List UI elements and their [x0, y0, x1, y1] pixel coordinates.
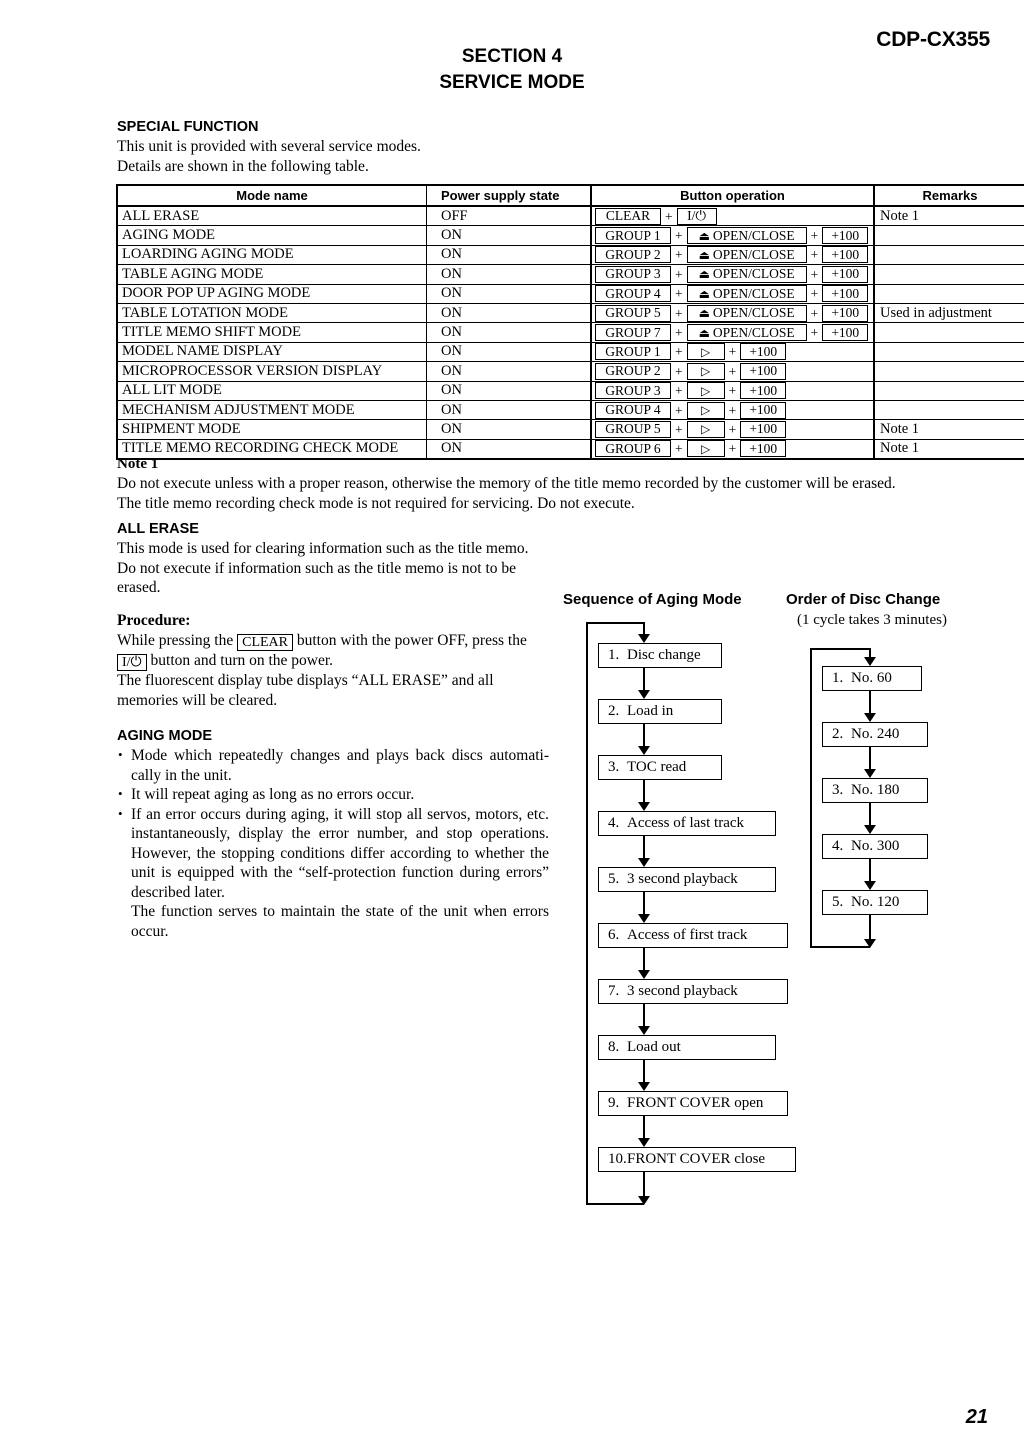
order-step-label: No. 180	[851, 782, 900, 798]
table-row	[117, 206, 1024, 226]
sequence-step-box	[598, 867, 776, 892]
note-1-line-2: The title memo recording check mode is not required for servicing. Do not execute.	[117, 494, 635, 512]
sequence-chart-title: Sequence of Aging Mode	[563, 591, 742, 608]
open-close-key-icon: ⏏ OPEN/CLOSE	[687, 324, 807, 341]
key-100: +100	[740, 343, 786, 360]
sequence-connector-arrow	[638, 970, 650, 979]
sequence-step-box	[598, 1147, 796, 1172]
key-group-6: GROUP 6	[595, 440, 671, 457]
order-step-label: No. 240	[851, 726, 900, 742]
sequence-loop-left	[586, 622, 588, 1205]
cell-remarks	[874, 400, 1024, 419]
sequence-step-label: Access of last track	[627, 815, 745, 831]
procedure-text-1: While pressing the	[117, 632, 234, 649]
sequence-step-number: 6.	[608, 927, 620, 943]
cell-power-state: ON	[427, 323, 592, 342]
play-triangle-icon: ▷	[701, 344, 711, 359]
sequence-loop-bottom	[586, 1203, 644, 1205]
eject-icon: ⏏	[698, 267, 710, 282]
plus-separator: +	[810, 325, 819, 341]
cell-remarks	[874, 226, 1024, 245]
cell-mode-name: TITLE MEMO SHIFT MODE	[117, 323, 427, 342]
plus-separator: +	[675, 247, 683, 263]
cell-mode-name: TABLE LOTATION MODE	[117, 303, 427, 322]
procedure-line-4: memories will be cleared.	[117, 691, 278, 709]
procedure-text-3: button and turn on the power.	[150, 652, 334, 669]
aging-mode-bullet-list	[117, 746, 549, 941]
cell-mode-name: MODEL NAME DISPLAY	[117, 342, 427, 361]
plus-separator: +	[675, 286, 683, 302]
key-100: +100	[822, 285, 868, 302]
sequence-connector-arrow	[638, 1026, 650, 1035]
order-step-number: 1.	[832, 670, 844, 686]
play-key-icon	[687, 363, 725, 380]
sequence-step-box	[598, 1091, 788, 1116]
key-group-2: GROUP 2	[595, 363, 671, 380]
all-erase-line-1: This mode is used for clearing information such as the title memo.	[117, 540, 529, 557]
order-loop-left	[810, 648, 812, 948]
special-function-heading: SPECIAL FUNCTION	[117, 119, 259, 135]
sequence-connector-arrow	[638, 802, 650, 811]
cell-mode-name: MICROPROCESSOR VERSION DISPLAY	[117, 362, 427, 381]
key-100: +100	[740, 440, 786, 457]
sequence-step-number: 5.	[608, 871, 620, 887]
play-triangle-icon: ▷	[701, 383, 711, 398]
plus-separator: +	[675, 383, 683, 399]
sequence-step-box	[598, 923, 788, 948]
order-step-label: No. 120	[851, 894, 900, 910]
plus-separator: +	[810, 286, 819, 302]
sequence-connector-line	[643, 668, 645, 692]
plus-separator: +	[675, 363, 683, 379]
section-number: SECTION 4	[461, 46, 563, 67]
cell-remarks	[874, 284, 1024, 303]
order-chart-title: Order of Disc Change	[786, 591, 941, 608]
cell-button-operation	[591, 303, 874, 322]
sequence-step-box	[598, 1035, 776, 1060]
key-100: +100	[740, 421, 786, 438]
note-1-line-1: Do not execute unless with a proper reason, otherwise the memory of the title memo recorded by the customer will be erased.	[117, 475, 896, 492]
table-row	[117, 381, 1024, 400]
play-key-icon	[687, 440, 725, 457]
plus-separator: +	[675, 344, 683, 360]
cell-remarks: Used in adjustment	[874, 303, 1024, 322]
key-group-4: GROUP 4	[595, 402, 671, 419]
cell-power-state: ON	[427, 381, 592, 400]
plus-separator: +	[810, 247, 819, 263]
sequence-connector-line	[643, 948, 645, 972]
key-100: +100	[822, 324, 868, 341]
all-erase-heading: ALL ERASE	[117, 521, 199, 537]
sequence-step-label: Disc change	[627, 647, 701, 663]
plus-separator: +	[675, 228, 683, 244]
cell-power-state: ON	[427, 400, 592, 419]
play-key-icon	[687, 382, 725, 399]
key-group-5: GROUP 5	[595, 305, 671, 322]
sequence-step-number: 7.	[608, 983, 620, 999]
section-title: SERVICE MODE	[439, 72, 585, 93]
plus-separator: +	[728, 421, 737, 437]
sequence-connector-line	[643, 1116, 645, 1140]
sequence-step-label: Load out	[627, 1039, 681, 1055]
sequence-step-label: 3 second playback	[627, 983, 738, 999]
order-connector-arrow	[864, 825, 876, 834]
plus-separator: +	[728, 363, 737, 379]
order-step-number: 3.	[832, 782, 844, 798]
note-1-title: Note 1	[117, 456, 159, 472]
model-number: CDP-CX355	[876, 28, 990, 51]
plus-separator: +	[675, 305, 683, 321]
plus-separator: +	[665, 208, 673, 224]
cell-button-operation	[591, 400, 874, 419]
cell-button-operation	[591, 206, 874, 226]
sequence-step-label: FRONT COVER close	[627, 1151, 766, 1167]
sequence-exit-line	[643, 1172, 645, 1198]
cell-power-state: ON	[427, 265, 592, 284]
order-connector-line	[869, 803, 871, 827]
cell-power-state: ON	[427, 245, 592, 264]
sequence-connector-arrow	[638, 914, 650, 923]
sequence-connector-arrow	[638, 858, 650, 867]
key-100: +100	[822, 305, 868, 322]
cell-power-state: ON	[427, 420, 592, 439]
table-row	[117, 245, 1024, 264]
order-step-box	[822, 890, 928, 915]
cell-mode-name: LOARDING AGING MODE	[117, 245, 427, 264]
cell-power-state: ON	[427, 439, 592, 459]
key-100: +100	[740, 402, 786, 419]
open-close-key-icon: ⏏ OPEN/CLOSE	[687, 227, 807, 244]
procedure-title: Procedure:	[117, 612, 191, 629]
key-group-1: GROUP 1	[595, 227, 671, 244]
table-row	[117, 284, 1024, 303]
order-step-number: 4.	[832, 838, 844, 854]
play-triangle-icon: ▷	[701, 403, 711, 418]
order-step-number: 2.	[832, 726, 844, 742]
plus-separator: +	[728, 402, 737, 418]
cell-power-state: ON	[427, 303, 592, 322]
cell-remarks	[874, 381, 1024, 400]
order-step-box	[822, 778, 928, 803]
order-connector-arrow	[864, 713, 876, 722]
sequence-step-number: 1.	[608, 647, 620, 663]
sequence-connector-arrow	[638, 690, 650, 699]
cell-power-state: OFF	[427, 206, 592, 226]
cell-button-operation	[591, 245, 874, 264]
order-connector-line	[869, 859, 871, 883]
order-step-number: 5.	[832, 894, 844, 910]
all-erase-line-3: erased.	[117, 579, 161, 596]
cell-mode-name: DOOR POP UP AGING MODE	[117, 284, 427, 303]
plus-separator: +	[810, 305, 819, 321]
sequence-step-box	[598, 979, 788, 1004]
sequence-connector-arrow	[638, 1082, 650, 1091]
sequence-step-box	[598, 811, 776, 836]
sequence-connector-line	[643, 724, 645, 748]
play-triangle-icon: ▷	[701, 441, 711, 456]
play-key-icon	[687, 343, 725, 360]
key-group-5: GROUP 5	[595, 421, 671, 438]
sequence-step-number: 3.	[608, 759, 620, 775]
order-step-box	[822, 666, 922, 691]
cell-power-state: ON	[427, 342, 592, 361]
cell-remarks: Note 1	[874, 420, 1024, 439]
plus-separator: +	[675, 402, 683, 418]
sequence-step-label: FRONT COVER open	[627, 1095, 764, 1111]
plus-separator: +	[675, 441, 683, 457]
cell-button-operation	[591, 381, 874, 400]
plus-separator: +	[675, 421, 683, 437]
cell-button-operation	[591, 420, 874, 439]
special-function-line-2: Details are shown in the following table.	[117, 157, 369, 175]
cell-remarks	[874, 362, 1024, 381]
sequence-connector-arrow	[638, 1138, 650, 1147]
open-close-key-icon: ⏏ OPEN/CLOSE	[687, 246, 807, 263]
sequence-step-number: 4.	[608, 815, 620, 831]
key-group-3: GROUP 3	[595, 266, 671, 283]
procedure-text-2: button with the power OFF, press the	[296, 632, 527, 649]
cell-remarks: Note 1	[874, 206, 1024, 226]
plus-separator: +	[728, 383, 737, 399]
plus-separator: +	[810, 228, 819, 244]
aging-mode-bullet: • Mode which repeatedly changes and plays back discs automati-cally in the unit.	[117, 746, 549, 785]
table-header-row	[117, 185, 1024, 206]
sequence-step-number: 8.	[608, 1039, 620, 1055]
clear-key-icon: CLEAR	[237, 634, 293, 651]
table-row	[117, 400, 1024, 419]
key-100: +100	[740, 363, 786, 380]
cell-mode-name: TABLE AGING MODE	[117, 265, 427, 284]
order-step-box	[822, 722, 928, 747]
table-row	[117, 265, 1024, 284]
table-row	[117, 420, 1024, 439]
aging-mode-heading: AGING MODE	[117, 728, 213, 744]
order-step-label: No. 300	[851, 838, 900, 854]
key-group-4: GROUP 4	[595, 285, 671, 302]
key-group-3: GROUP 3	[595, 382, 671, 399]
key-clear: CLEAR	[595, 208, 661, 225]
cell-power-state: ON	[427, 284, 592, 303]
sequence-connector-line	[643, 892, 645, 916]
sequence-step-label: TOC read	[627, 759, 687, 775]
special-function-line-1: This unit is provided with several service modes.	[117, 138, 421, 155]
key-group-1: GROUP 1	[595, 343, 671, 360]
sequence-entry-arrow	[638, 634, 650, 643]
sequence-step-label: Load in	[627, 703, 674, 719]
cell-mode-name: MECHANISM ADJUSTMENT MODE	[117, 400, 427, 419]
plus-separator: +	[728, 441, 737, 457]
sequence-step-box	[598, 755, 722, 780]
order-loop-bottom	[810, 946, 870, 948]
sequence-connector-line	[643, 1004, 645, 1028]
order-connector-line	[869, 691, 871, 715]
column-header-remarks: Remarks	[874, 185, 1024, 206]
column-header-power-state: Power supply state	[427, 185, 592, 206]
page-title	[0, 44, 1024, 96]
key-100: +100	[822, 246, 868, 263]
order-loop-top	[810, 648, 870, 650]
procedure-line-1	[117, 631, 549, 651]
sequence-connector-line	[643, 1060, 645, 1084]
sequence-step-number: 2.	[608, 703, 620, 719]
aging-mode-trailing-text: The function serves to maintain the state of the unit when errors occur.	[131, 903, 549, 940]
special-function-block	[117, 119, 617, 176]
order-step-box	[822, 834, 928, 859]
eject-icon: ⏏	[698, 306, 710, 321]
column-header-mode-name: Mode name	[117, 185, 427, 206]
column-header-button-op: Button operation	[591, 185, 874, 206]
order-entry-arrow	[864, 657, 876, 666]
cell-remarks	[874, 342, 1024, 361]
procedure-line-2	[117, 651, 549, 671]
key-100: +100	[822, 266, 868, 283]
open-close-key-icon: ⏏ OPEN/CLOSE	[687, 266, 807, 283]
play-key-icon	[687, 421, 725, 438]
table-row	[117, 323, 1024, 342]
plus-separator: +	[675, 325, 683, 341]
cell-button-operation	[591, 284, 874, 303]
note-1-block	[117, 456, 927, 513]
table-body	[117, 206, 1024, 459]
all-erase-line-2: Do not execute if information such as the title memo is not to be	[117, 559, 517, 577]
sequence-step-label: Access of first track	[627, 927, 748, 943]
play-triangle-icon: ▷	[701, 364, 711, 379]
cell-power-state: ON	[427, 362, 592, 381]
page-number: 21	[965, 1406, 988, 1428]
sequence-loop-top	[586, 622, 644, 624]
key-group-2: GROUP 2	[595, 246, 671, 263]
aging-mode-bullet: • It will repeat aging as long as no errors occur.	[117, 785, 549, 805]
plus-separator: +	[675, 266, 683, 282]
cell-remarks	[874, 323, 1024, 342]
sequence-connector-arrow	[638, 746, 650, 755]
cell-power-state: ON	[427, 226, 592, 245]
procedure-block	[117, 612, 549, 710]
key-group-7: GROUP 7	[595, 324, 671, 341]
key-i: I/⏻	[677, 208, 717, 225]
sequence-step-number: 10.	[608, 1151, 627, 1167]
sequence-step-box	[598, 699, 722, 724]
open-close-key-icon: ⏏ OPEN/CLOSE	[687, 285, 807, 302]
order-chart-subtitle: (1 cycle takes 3 minutes)	[797, 612, 947, 628]
cell-remarks	[874, 245, 1024, 264]
eject-icon: ⏏	[698, 228, 710, 243]
table-row	[117, 342, 1024, 361]
cell-mode-name: SHIPMENT MODE	[117, 420, 427, 439]
order-connector-arrow	[864, 769, 876, 778]
cell-button-operation	[591, 265, 874, 284]
cell-button-operation	[591, 362, 874, 381]
order-connector-arrow	[864, 881, 876, 890]
open-close-key-icon: ⏏ OPEN/CLOSE	[687, 305, 807, 322]
cell-remarks	[874, 265, 1024, 284]
sequence-step-number: 9.	[608, 1095, 620, 1111]
order-connector-line	[869, 747, 871, 771]
table-row	[117, 303, 1024, 322]
eject-icon: ⏏	[698, 325, 710, 340]
play-key-icon	[687, 402, 725, 419]
cell-button-operation	[591, 342, 874, 361]
all-erase-block	[117, 521, 549, 598]
plus-separator: +	[810, 266, 819, 282]
power-key-icon: I/⏻	[117, 654, 147, 671]
key-100: +100	[822, 227, 868, 244]
plus-separator: +	[728, 344, 737, 360]
cell-mode-name: ALL ERASE	[117, 206, 427, 226]
cell-mode-name: ALL LIT MODE	[117, 381, 427, 400]
cell-remarks: Note 1	[874, 439, 1024, 459]
table-row	[117, 226, 1024, 245]
cell-button-operation	[591, 226, 874, 245]
order-step-label: No. 60	[851, 670, 892, 686]
cell-mode-name: TITLE MEMO RECORDING CHECK MODE	[117, 439, 427, 459]
play-triangle-icon: ▷	[701, 422, 711, 437]
order-exit-line	[869, 915, 871, 941]
aging-mode-bullet: • If an error occurs during aging, it will stop all servos, motors, etc. instantaneously, display the error number, and stop operations. However, the stopping conditions differ according to whether the unit is equipped with the “self-protection function during errors” described later. The function serves to maintain the state of the unit when errors occur.	[117, 805, 549, 942]
sequence-step-box	[598, 643, 722, 668]
cell-mode-name: AGING MODE	[117, 226, 427, 245]
eject-icon: ⏏	[698, 286, 710, 301]
key-100: +100	[740, 382, 786, 399]
sequence-step-label: 3 second playback	[627, 871, 738, 887]
procedure-line-3: The fluorescent display tube displays “ALL ERASE” and all	[117, 672, 494, 689]
eject-icon: ⏏	[698, 247, 710, 262]
service-mode-table	[116, 184, 1024, 460]
table-row	[117, 362, 1024, 381]
sequence-connector-line	[643, 836, 645, 860]
cell-button-operation	[591, 323, 874, 342]
sequence-connector-line	[643, 780, 645, 804]
aging-mode-block	[117, 728, 549, 941]
